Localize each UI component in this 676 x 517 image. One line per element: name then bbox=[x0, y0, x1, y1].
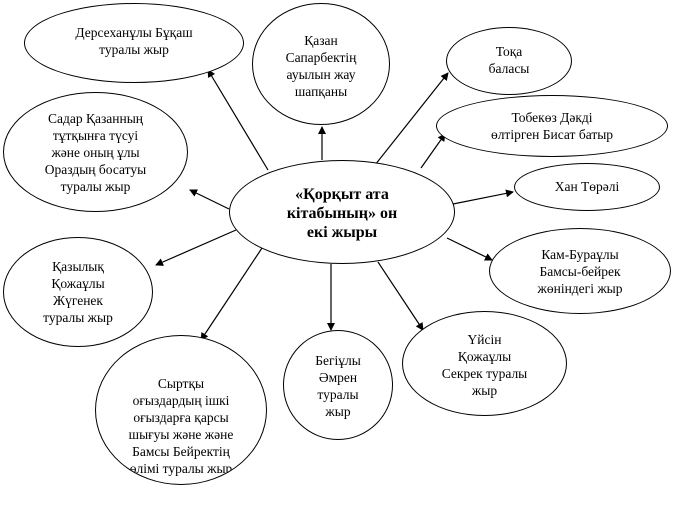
arrow-to-syrtky bbox=[201, 245, 264, 340]
center-node bbox=[229, 160, 455, 264]
node-tobekoz bbox=[436, 95, 668, 157]
node-uysin-label: Үйсін Қожаұлы Секрек туралы жыр bbox=[441, 332, 528, 398]
arrow-to-khan-torali bbox=[453, 192, 513, 204]
node-kam-bura-label: Кам-Бураұлы Бамсы-бейрек жөніндегі жыр bbox=[537, 247, 623, 296]
node-kam-bura bbox=[489, 228, 671, 314]
node-tobekoz-label: Тобекөз Дәкді өлтірген Бисат батыр bbox=[490, 110, 614, 142]
node-kazan-sapar bbox=[252, 3, 390, 125]
arrow-to-sadar-kazan bbox=[190, 190, 229, 209]
node-syrtky-label: Сыртқы оғыздардың ішкі оғыздарға қарсы шығуы және және Бамсы Бейректің өлімі туралы жыр bbox=[128, 376, 234, 476]
center-node-label: «Қорқыт ата кітабының» он екі жыры bbox=[286, 186, 398, 241]
node-kazylyk-label: Қазылық Қожаұлы Жүгенек туралы жыр bbox=[43, 259, 113, 325]
node-toka-label: Тоқа баласы bbox=[488, 44, 530, 76]
node-begi-label: Бегіұлы Әмрен туралы жыр bbox=[315, 353, 361, 419]
node-uysin bbox=[402, 311, 567, 416]
node-dersekhanuly-label: Дерсеханұлы Бұқаш туралы жыр bbox=[75, 25, 193, 57]
arrow-to-uysin bbox=[378, 262, 423, 330]
node-sadar-kazan-label: Садар Қазанның тұтқынға түсуі және оның ұлы Ораздың босатуы туралы жыр bbox=[44, 111, 147, 194]
node-syrtky bbox=[95, 335, 267, 485]
node-toka bbox=[446, 27, 572, 95]
node-dersekhanuly bbox=[24, 3, 244, 83]
arrow-to-kazylyk bbox=[156, 230, 236, 265]
node-khan-torali bbox=[514, 163, 660, 211]
node-khan-torali-label: Хан Төрәлі bbox=[554, 179, 620, 194]
node-kazan-sapar-label: Қазан Сапарбектің ауылын жау шапқаны bbox=[285, 33, 357, 99]
node-kazylyk bbox=[3, 237, 153, 347]
node-sadar-kazan bbox=[3, 92, 188, 212]
node-begi bbox=[283, 330, 393, 440]
